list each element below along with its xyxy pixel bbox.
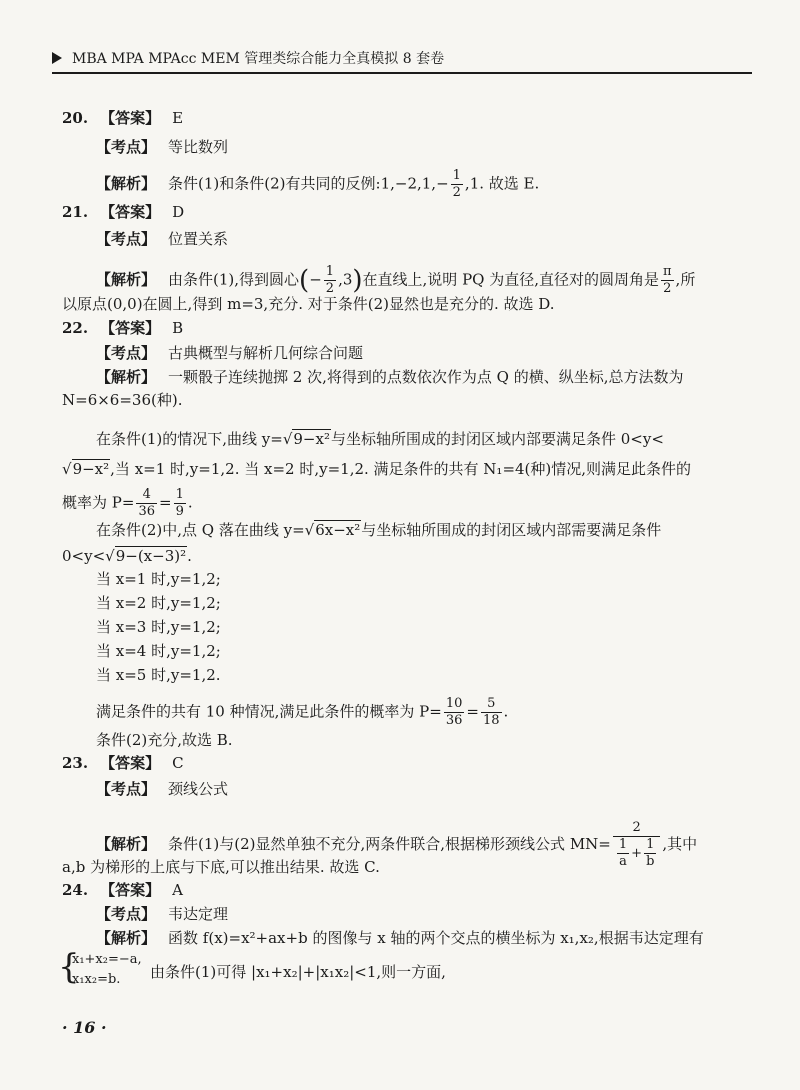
answer-label: 【答案】 (100, 109, 161, 127)
q24-system-brace: { (58, 947, 80, 987)
page-header (52, 42, 752, 74)
q24-point: 韦达定理 (168, 905, 229, 923)
q22-answer: B (172, 319, 184, 337)
q22-case-5: 当 x=5 时,y=1,2. (96, 666, 221, 684)
q20-answer-line (62, 108, 183, 128)
analysis-label: 【解析】 (96, 174, 157, 193)
q24-answer: A (172, 881, 183, 899)
q23-point: 颈线公式 (168, 780, 229, 798)
q20-point-line (96, 137, 228, 157)
q22-number: 22. (62, 319, 89, 337)
q23-analysis-line-2: a,b 为梯形的上底与下底,可以推出结果. 故选 C. (62, 858, 380, 876)
q22-analysis-line-2: N=6×6=36(种). (62, 391, 183, 409)
q22-answer-line: 22. 【答案】 B (62, 319, 184, 337)
q21-analysis-2: 在直线上,说明 PQ 为直径,直径对的圆周角是 (362, 270, 659, 289)
q22-cond1-line-3: 概率为 P= $\frac{4}{36}$ = $\frac{1}{9}$ . (62, 487, 193, 519)
q21-point: 位置关系 (168, 230, 229, 248)
triangle-marker-icon (52, 52, 62, 64)
q20-fraction: $\frac{1}{2}$ (452, 168, 461, 200)
q22-cond1-line-1: 在条件(1)的情况下,曲线 y=√9−x²与坐标轴所围成的封闭区域内部要满足条件 0<y< (96, 430, 664, 448)
q24-analysis-1: 函数 f(x)=x²+ax+b 的图像与 x 轴的两个交点的横坐标为 x₁,x₂,根据韦达定理有 (168, 929, 704, 947)
q21-number: 21. (62, 203, 89, 221)
q22-case-4: 当 x=4 时,y=1,2; (96, 642, 221, 660)
q23-point-line: 【考点】 颈线公式 (96, 780, 229, 798)
q23-number: 23. (62, 754, 89, 772)
q24-analysis-line-2: 由条件(1)可得 |x₁+x₂|+|x₁x₂|<1,则一方面, (150, 963, 446, 981)
q22-cond2-result: 满足条件的共有 10 种情况,满足此条件的概率为 P= $\frac{10}{36}$ = $\frac{5}{18}$ . (96, 696, 509, 728)
q20-point: 等比数列 (168, 138, 229, 156)
q21-answer: D (172, 203, 185, 221)
q22-analysis-1: 一颗骰子连续抛掷 2 次,将得到的点数依次作为点 Q 的横、纵坐标,总方法数为 (168, 368, 684, 386)
point-label: 【考点】 (96, 138, 157, 156)
q20-analysis-2: ,1. 故选 E. (464, 174, 540, 193)
q22-point-line: 【考点】 古典概型与解析几何综合问题 (96, 344, 364, 362)
q22-cond1-line-2: √9−x²,当 x=1 时,y=1,2. 当 x=2 时,y=1,2. 满足条件的共有 N₁=4(种)情况,则满足此条件的 (62, 460, 692, 478)
page-number: · 16 · (62, 1018, 107, 1037)
q24-system-eq-2: x₁x₂=b. (72, 972, 121, 987)
q23-answer-line: 23. 【答案】 C (62, 754, 184, 772)
q22-point: 古典概型与解析几何综合问题 (168, 344, 364, 362)
q22-cond2-line-1: 在条件(2)中,点 Q 落在曲线 y=√6x−x²与坐标轴所围成的封闭区域内部需要满足条件 (96, 521, 662, 539)
q22-analysis-line: 【解析】 一颗骰子连续抛掷 2 次,将得到的点数依次作为点 Q 的横、纵坐标,总方法数为 (96, 368, 684, 386)
q23-formula: 2 $\frac{1}{a}$ + $\frac{1}{b}$ (613, 820, 661, 870)
q24-point-line: 【考点】 韦达定理 (96, 905, 229, 923)
q23-analysis-1: 条件(1)与(2)显然单独不充分,两条件联合,根据梯形颈线公式 MN= (168, 835, 611, 853)
q23-analysis-line: 【解析】 条件(1)与(2)显然单独不充分,两条件联合,根据梯形颈线公式 MN= 2 $\frac{1}{a}$ + $\frac{1}{b}$ ,其中 (96, 820, 698, 869)
q22-case-2: 当 x=2 时,y=1,2; (96, 594, 221, 612)
q24-system-eq-1: x₁+x₂=−a, (72, 952, 142, 967)
header-title: MBA MPA MPAcc MEM 管理类综合能力全真模拟 8 套卷 (72, 51, 445, 67)
q24-analysis-line: 【解析】 函数 f(x)=x²+ax+b 的图像与 x 轴的两个交点的横坐标为 x₁,x₂,根据韦达定理有 (96, 929, 704, 947)
q21-point-line: 【考点】 位置关系 (96, 230, 229, 248)
q21-answer-line: 21. 【答案】 D (62, 203, 185, 221)
q22-cond2-line-2: 0<y<√9−(x−3)². (62, 547, 192, 565)
q21-analysis-line: 【解析】 由条件(1),得到圆心(− $\frac{1}{2}$ ,3)在直线上,说明 PQ 为直径,直径对的圆周角是 $\frac{\pi}{2}$ ,所 (96, 264, 696, 296)
q24-answer-line: 24. 【答案】 A (62, 881, 183, 899)
q20-analysis-line (96, 168, 539, 201)
q20-analysis-1: 条件(1)和条件(2)有共同的反例:1,−2,1,− (168, 174, 449, 193)
q20-number: 20. (62, 109, 89, 127)
q22-conclusion: 条件(2)充分,故选 B. (96, 731, 233, 749)
q21-fraction: $\frac{1}{2}$ (325, 264, 335, 296)
q20-answer: E (172, 109, 184, 127)
q23-answer: C (172, 754, 184, 772)
q24-number: 24. (62, 881, 89, 899)
q21-pi-fraction: $\frac{\pi}{2}$ (663, 264, 672, 296)
q22-case-3: 当 x=3 时,y=1,2; (96, 618, 221, 636)
q21-analysis-1: 由条件(1),得到圆心 (168, 270, 300, 289)
q22-case-1: 当 x=1 时,y=1,2; (96, 570, 221, 588)
q21-analysis-line-2: 以原点(0,0)在圆上,得到 m=3,充分. 对于条件(2)显然也是充分的. 故选 D. (62, 295, 555, 313)
